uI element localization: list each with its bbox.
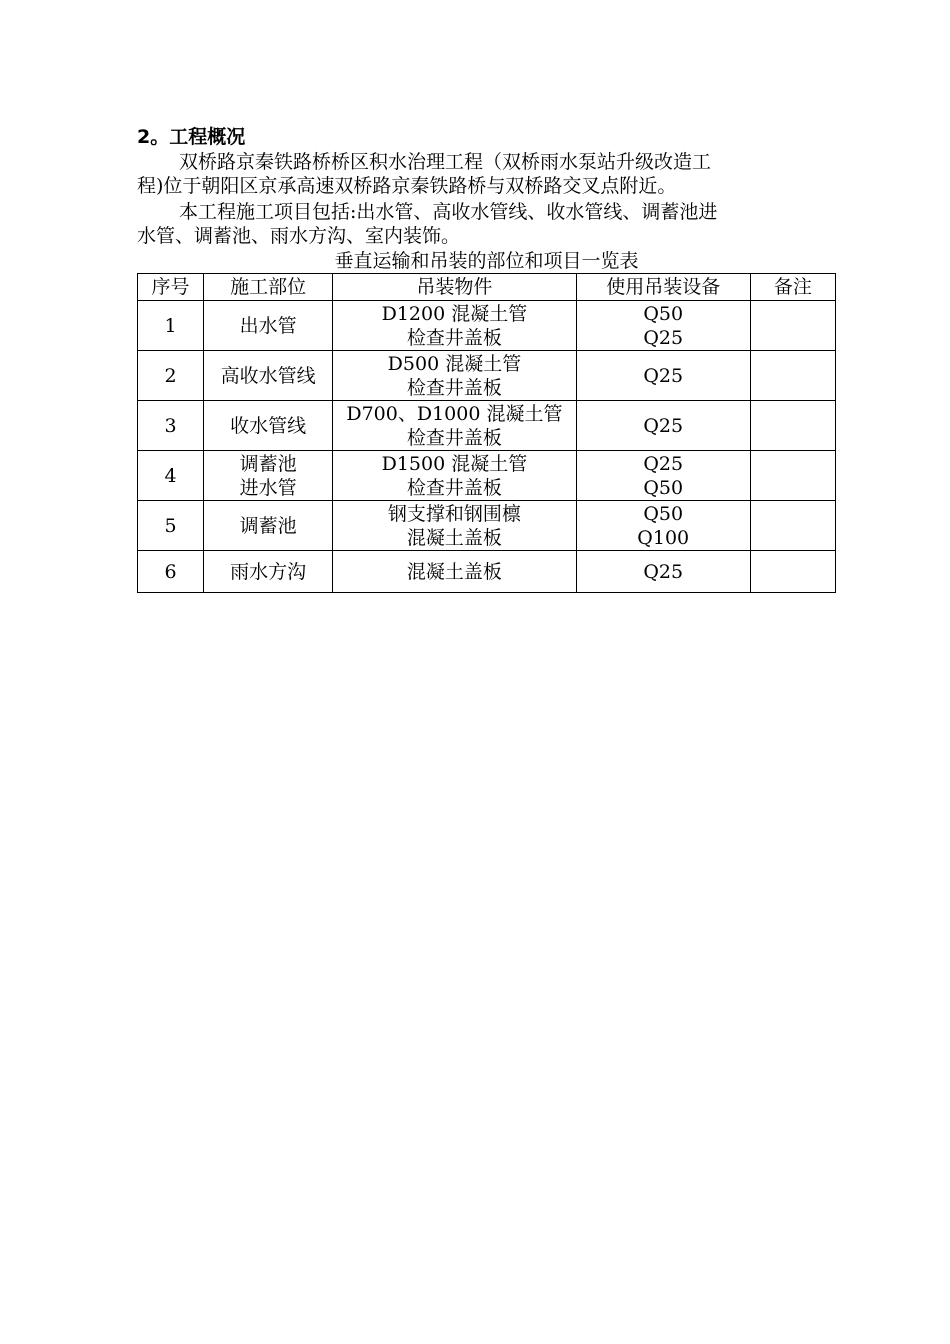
cell-part [204, 451, 333, 501]
paragraph-project-scope [137, 200, 837, 248]
cell-equipment-line: Q100 [637, 526, 690, 549]
cell-equipment [576, 301, 750, 351]
cell-part [204, 501, 333, 551]
cell-part [204, 351, 333, 401]
cell-item-line: D500 混凝土管 [387, 352, 522, 375]
cell-note [750, 301, 835, 351]
cell-no: 5 [138, 501, 204, 551]
table-row [138, 351, 836, 401]
table-row [138, 451, 836, 501]
cell-item-line: 混凝土盖板 [406, 526, 502, 549]
cell-item-line: D1200 混凝土管 [381, 302, 528, 325]
cell-note [750, 451, 835, 501]
cell-equipment [576, 451, 750, 501]
table-body [138, 301, 836, 593]
cell-item-line: 检查井盖板 [406, 476, 502, 499]
lifting-table [137, 273, 836, 593]
cell-item-line: D700、D1000 混凝土管 [346, 402, 563, 425]
section-heading: 2。工程概况 [137, 126, 246, 148]
table-row [138, 501, 836, 551]
cell-equipment-line: Q25 [643, 414, 684, 437]
table-header-row [138, 274, 836, 301]
cell-equipment [576, 401, 750, 451]
paragraph-line: 双桥路京秦铁路桥桥区积水治理工程（双桥雨水泵站升级改造工 [179, 151, 712, 173]
cell-item [333, 501, 576, 551]
cell-item-line: D1500 混凝土管 [381, 452, 528, 475]
cell-part-line: 收水管线 [230, 414, 307, 437]
cell-equipment [576, 501, 750, 551]
cell-part-line: 高收水管线 [220, 364, 316, 387]
cell-item [333, 451, 576, 501]
cell-note [750, 501, 835, 551]
table-row [138, 401, 836, 451]
paragraph-project-location [137, 150, 837, 198]
cell-equipment-line: Q50 [643, 476, 684, 499]
header-no: 序号 [138, 274, 204, 301]
cell-equipment-line: Q25 [643, 364, 684, 387]
header-item: 吊装物件 [333, 274, 576, 301]
cell-item [333, 301, 576, 351]
cell-no: 6 [138, 551, 204, 593]
cell-item [333, 351, 576, 401]
cell-equipment-line: Q25 [643, 560, 684, 583]
cell-note [750, 351, 835, 401]
cell-item-line: 检查井盖板 [406, 326, 502, 349]
cell-item [333, 401, 576, 451]
cell-part-line: 出水管 [239, 314, 297, 337]
table-row [138, 301, 836, 351]
cell-equipment-line: Q25 [643, 452, 684, 475]
cell-equipment-line: Q25 [643, 326, 684, 349]
cell-no: 2 [138, 351, 204, 401]
header-equipment: 使用吊装设备 [576, 274, 750, 301]
cell-no: 4 [138, 451, 204, 501]
cell-part [204, 301, 333, 351]
paragraph-line: 程)位于朝阳区京承高速双桥路京秦铁路桥与双桥路交叉点附近。 [137, 175, 677, 197]
table-row [138, 551, 836, 593]
cell-part-line: 调蓄池 [239, 452, 297, 475]
cell-note [750, 551, 835, 593]
cell-no: 1 [138, 301, 204, 351]
paragraph-line: 水管、调蓄池、雨水方沟、室内装饰。 [137, 225, 461, 247]
cell-part [204, 401, 333, 451]
cell-item-line: 混凝土盖板 [406, 560, 502, 583]
cell-no: 3 [138, 401, 204, 451]
cell-part-line: 调蓄池 [239, 514, 297, 537]
cell-part-line: 雨水方沟 [230, 560, 307, 583]
cell-equipment-line: Q50 [643, 302, 684, 325]
cell-equipment-line: Q50 [643, 502, 684, 525]
cell-item-line: 钢支撑和钢围檩 [387, 502, 521, 525]
cell-item-line: 检查井盖板 [406, 426, 502, 449]
cell-item [333, 551, 576, 593]
header-note: 备注 [750, 274, 835, 301]
cell-equipment [576, 351, 750, 401]
paragraph-line: 本工程施工项目包括:出水管、高收水管线、收水管线、调蓄池进 [179, 201, 718, 223]
cell-item-line: 检查井盖板 [406, 376, 502, 399]
header-part: 施工部位 [204, 274, 333, 301]
cell-note [750, 401, 835, 451]
cell-part [204, 551, 333, 593]
cell-equipment [576, 551, 750, 593]
table-caption: 垂直运输和吊装的部位和项目一览表 [334, 250, 639, 272]
cell-part-line: 进水管 [239, 476, 297, 499]
